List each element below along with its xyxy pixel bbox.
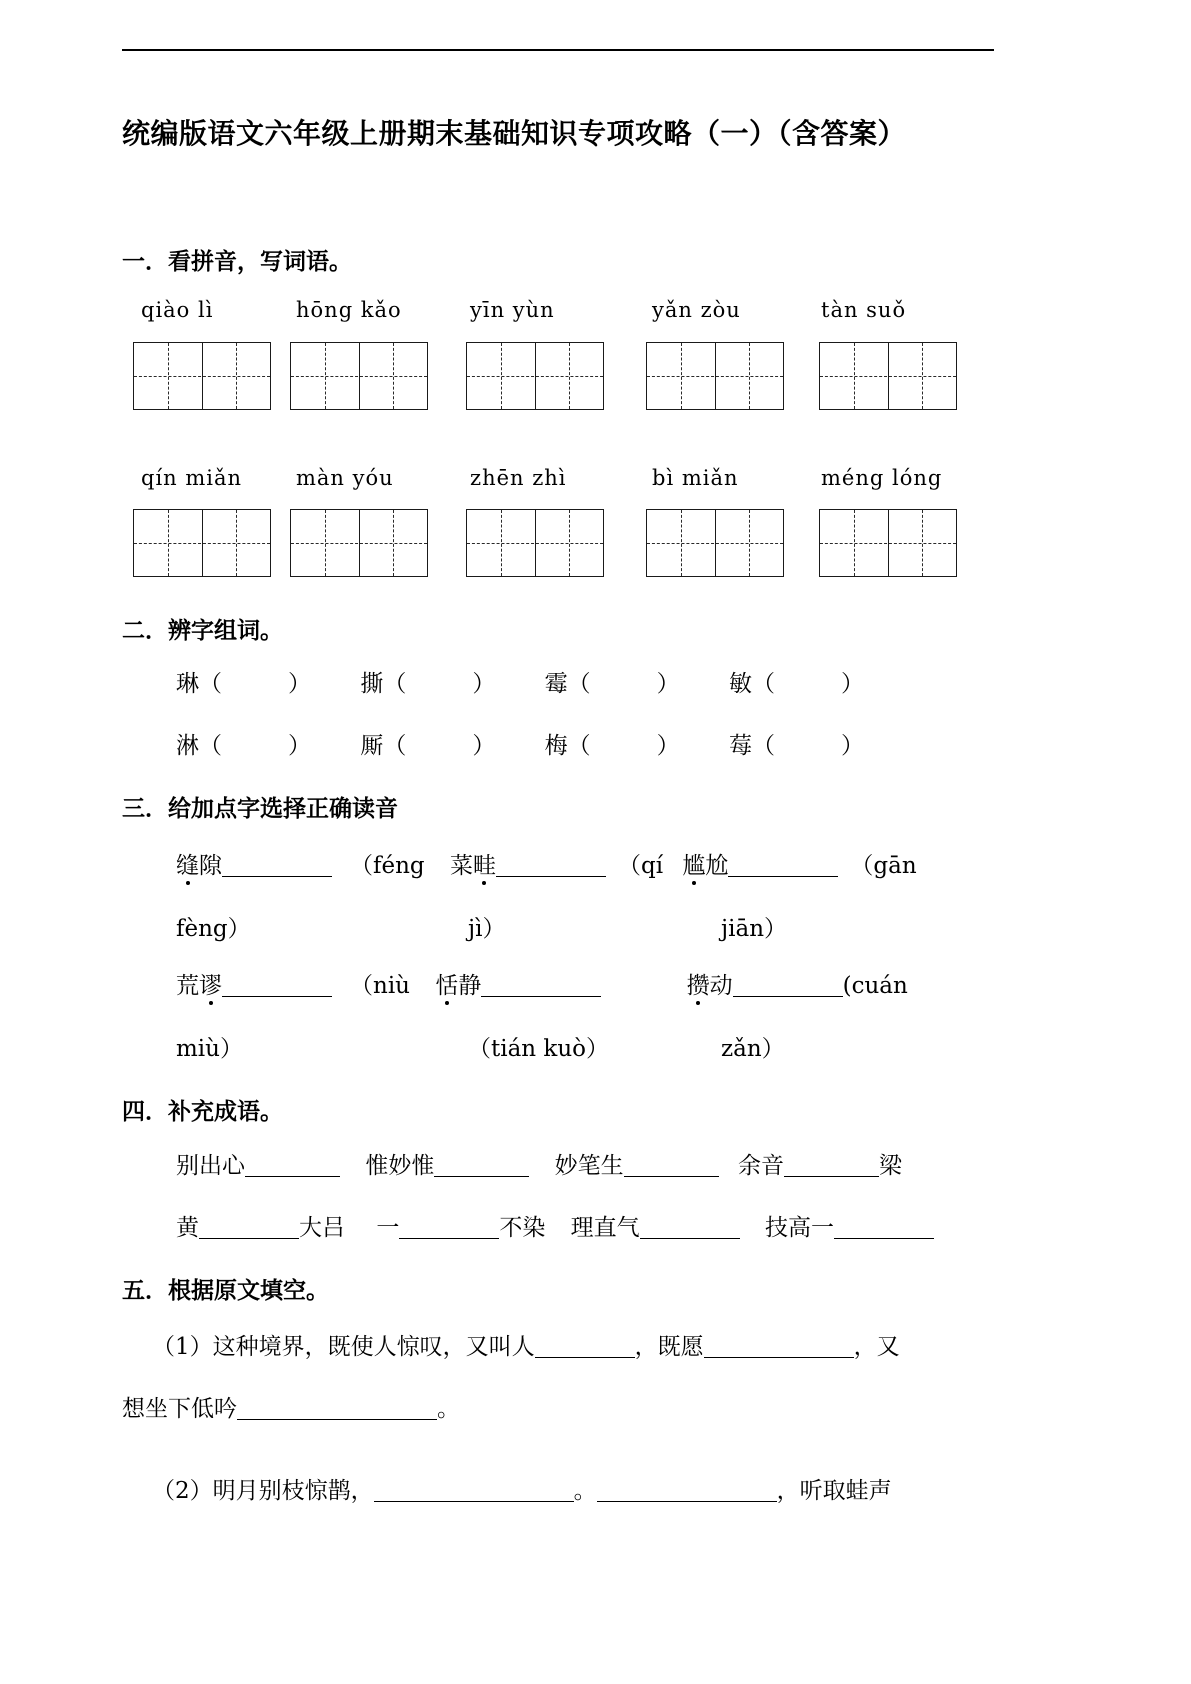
- tianzige-box[interactable]: [133, 509, 271, 577]
- answer-blank[interactable]: [374, 1501, 574, 1502]
- answer-blank[interactable]: [481, 996, 601, 997]
- duyin-line-2: [176, 918, 251, 941]
- pinyin-label: bì miǎn: [652, 466, 739, 490]
- paren-close[interactable]: ）: [472, 733, 496, 759]
- duyin-line-4b: [468, 1038, 609, 1061]
- pinyin-choice: （féng: [350, 853, 425, 879]
- plain-char: 菜: [449, 853, 473, 879]
- idiom-text: 黄: [176, 1215, 199, 1241]
- zuci-row-2: [176, 735, 864, 758]
- answer-blank[interactable]: [733, 996, 843, 997]
- tianzige-box[interactable]: [646, 342, 784, 410]
- answer-blank[interactable]: [728, 876, 838, 877]
- paren-close[interactable]: ）: [840, 733, 864, 759]
- answer-blank[interactable]: [640, 1238, 740, 1239]
- tianzige-box[interactable]: [466, 509, 604, 577]
- dotted-char: 尴: [682, 853, 706, 879]
- idiom-text: 余音: [737, 1153, 784, 1179]
- answer-blank[interactable]: [624, 1176, 719, 1177]
- pinyin-choice: (cuán: [842, 973, 908, 999]
- tianzige-box[interactable]: [290, 342, 428, 410]
- zuci-char: 霉: [544, 671, 568, 697]
- duyin-line-2c: [721, 918, 787, 941]
- duyin-line-4: [176, 1038, 243, 1061]
- question-text: ，又: [853, 1334, 900, 1360]
- pinyin-label: hōng kǎo: [296, 298, 402, 322]
- question-text: ，既愿: [634, 1334, 704, 1360]
- answer-blank[interactable]: [399, 1238, 499, 1239]
- dotted-char: 缝: [176, 853, 199, 879]
- zuci-row-1: [176, 673, 864, 696]
- idiom-text: 不染: [499, 1215, 546, 1241]
- question-text: 。: [437, 1396, 460, 1422]
- zuci-char: 敏: [728, 671, 752, 697]
- paren-close[interactable]: ）: [288, 671, 311, 697]
- question-text: 想坐下低吟: [122, 1396, 237, 1422]
- idiom-text-tail: 梁: [878, 1153, 902, 1179]
- pinyin-label: qiào lì: [141, 298, 214, 322]
- answer-blank[interactable]: [222, 996, 332, 997]
- section-heading-4: 四．补充成语。: [122, 1099, 283, 1125]
- duyin-line-4c: [721, 1038, 785, 1061]
- answer-blank[interactable]: [199, 1238, 299, 1239]
- dotted-char: 恬: [435, 973, 459, 999]
- section-heading-3: 三．给加点字选择正确读音: [122, 796, 398, 822]
- pinyin-label: yīn yùn: [470, 298, 555, 322]
- zuci-char: 淋: [176, 733, 199, 759]
- idiom-text: 一: [376, 1215, 400, 1241]
- question-text: ，听取蛙声: [776, 1478, 892, 1504]
- chengyu-row-2: [176, 1217, 934, 1240]
- paren-open: （: [751, 733, 775, 759]
- header-rule: [122, 49, 994, 51]
- dotted-char: 攒: [686, 973, 710, 999]
- answer-blank[interactable]: [434, 1176, 529, 1177]
- pinyin-choice-cont: （tián kuò）: [468, 1036, 610, 1062]
- answer-blank[interactable]: [496, 876, 606, 877]
- paren-open: （: [567, 671, 591, 697]
- pinyin-row-2: [133, 466, 1013, 496]
- tianzige-box[interactable]: [646, 509, 784, 577]
- answer-blank[interactable]: [704, 1357, 854, 1358]
- pinyin-label: méng lóng: [821, 466, 943, 490]
- paren-close[interactable]: ）: [656, 733, 680, 759]
- idiom-text: 惟妙惟: [365, 1153, 435, 1179]
- plain-char: 尬: [705, 853, 729, 879]
- pinyin-choice-cont: zǎn）: [721, 1036, 785, 1062]
- fill-q2-line1: [152, 1480, 892, 1503]
- tianzige-row-2: [133, 509, 1013, 579]
- idiom-text: 理直气: [570, 1215, 640, 1241]
- pinyin-choice-cont: jiān）: [721, 916, 788, 942]
- paren-open: （: [199, 733, 222, 759]
- plain-char: 静: [458, 973, 482, 999]
- idiom-text: 别出心: [176, 1153, 245, 1179]
- idiom-text: 技高一: [764, 1215, 834, 1241]
- idiom-text: 妙笔生: [554, 1153, 624, 1179]
- paren-close[interactable]: ）: [288, 733, 311, 759]
- duyin-line-3: [176, 975, 908, 998]
- zuci-char: 梅: [544, 733, 568, 759]
- paren-open: （: [383, 733, 407, 759]
- pinyin-choice: （qí: [617, 853, 664, 879]
- answer-blank[interactable]: [245, 1176, 340, 1177]
- plain-char: 隙: [199, 853, 222, 879]
- idiom-text: 大吕: [299, 1215, 345, 1241]
- dotted-char: 畦: [472, 853, 496, 879]
- tianzige-box[interactable]: [133, 342, 271, 410]
- zuci-char: 厮: [360, 733, 384, 759]
- question-text: 。: [573, 1478, 597, 1504]
- pinyin-choice: （niù: [350, 973, 410, 999]
- tianzige-row-1: [133, 342, 1013, 412]
- paren-close[interactable]: ）: [840, 671, 864, 697]
- pinyin-choice-cont: miù）: [176, 1036, 243, 1062]
- tianzige-box[interactable]: [290, 509, 428, 577]
- tianzige-box[interactable]: [819, 342, 957, 410]
- section-heading-1: 一．看拼音，写词语。: [122, 249, 352, 275]
- tianzige-box[interactable]: [819, 509, 957, 577]
- fill-q1-line2: [122, 1398, 460, 1421]
- answer-blank[interactable]: [237, 1419, 437, 1420]
- answer-blank[interactable]: [834, 1238, 934, 1239]
- chengyu-row-1: [176, 1155, 902, 1178]
- pinyin-choice-cont: jì）: [468, 916, 506, 942]
- paren-close[interactable]: ）: [472, 671, 496, 697]
- section-heading-5: 五．根据原文填空。: [122, 1278, 329, 1304]
- pinyin-label: tàn suǒ: [821, 298, 907, 322]
- zuci-char: 莓: [728, 733, 752, 759]
- fill-q1-line1: [152, 1336, 900, 1359]
- pinyin-label: zhēn zhì: [470, 466, 567, 490]
- section-heading-2: 二．辨字组词。: [122, 618, 283, 644]
- page-title: 统编版语文六年级上册期末基础知识专项攻略（一）（含答案）: [122, 117, 907, 150]
- pinyin-row-1: [133, 298, 1013, 328]
- duyin-line-1: [176, 855, 917, 878]
- paren-open: （: [567, 733, 591, 759]
- zuci-char: 琳: [176, 671, 199, 697]
- tianzige-box[interactable]: [466, 342, 604, 410]
- plain-char: 动: [709, 973, 733, 999]
- answer-blank[interactable]: [597, 1501, 777, 1502]
- pinyin-label: qín miǎn: [141, 466, 243, 490]
- paren-open: （: [199, 671, 222, 697]
- pinyin-label: yǎn zòu: [652, 298, 741, 322]
- dotted-char: 谬: [199, 973, 222, 999]
- pinyin-label: màn yóu: [296, 466, 394, 490]
- paren-open: （: [751, 671, 775, 697]
- plain-char: 荒: [176, 973, 199, 999]
- answer-blank[interactable]: [222, 876, 332, 877]
- paren-open: （: [383, 671, 407, 697]
- paren-close[interactable]: ）: [656, 671, 680, 697]
- duyin-line-2b: [468, 918, 506, 941]
- question-text: （1）这种境界，既使人惊叹，又叫人: [152, 1334, 535, 1360]
- zuci-char: 撕: [360, 671, 384, 697]
- pinyin-choice-cont: fèng）: [176, 916, 251, 942]
- answer-blank[interactable]: [535, 1357, 635, 1358]
- answer-blank[interactable]: [784, 1176, 879, 1177]
- pinyin-choice: （gān: [850, 853, 917, 879]
- question-text: （2）明月别枝惊鹊，: [152, 1478, 374, 1504]
